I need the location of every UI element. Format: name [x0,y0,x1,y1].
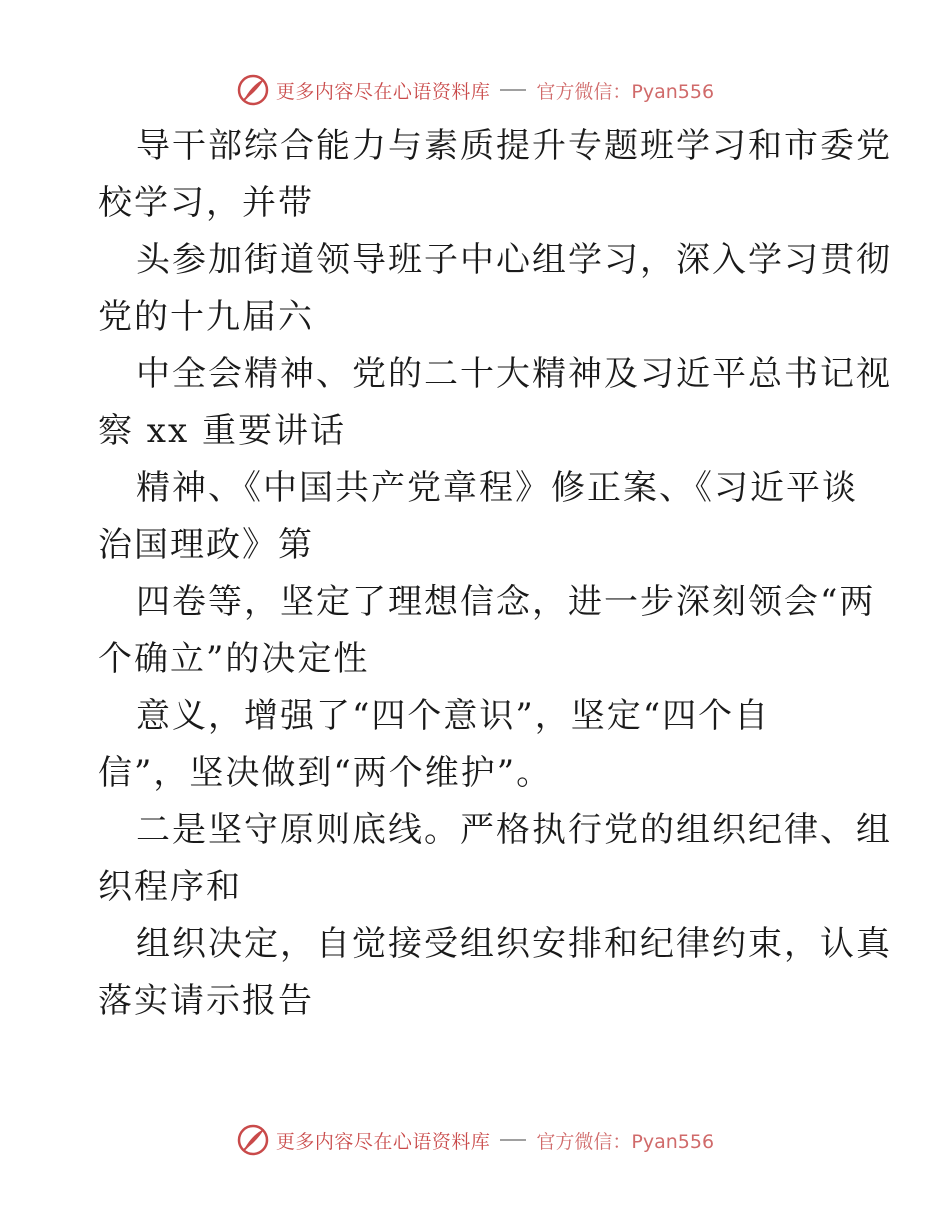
watermark-wechat-text: 官方微信：Pyan556 [536,80,715,103]
body-line-16: 落实请示报告 [98,981,314,1021]
body-line-2: 校学习，并带 [98,183,314,223]
header-watermark [0,70,950,110]
watermark-divider [500,1139,526,1141]
body-line-4: 党的十九届六 [98,297,314,337]
body-line-3: 头参加街道领导班子中心组学习，深入学习贯彻 [136,240,892,280]
body-line-8: 治国理政》第 [98,525,314,565]
body-line-7: 精神、《中国共产党章程》修正案、《习近平谈 [136,468,858,508]
watermark-wechat-text: 官方微信：Pyan556 [536,1130,715,1153]
body-line-12: 信”，坚决做到“两个维护”。 [98,753,553,793]
watermark-brand-text: 更多内容尽在心语资料库 [275,80,491,103]
watermark-brand-text: 更多内容尽在心语资料库 [275,1130,491,1153]
body-line-14: 织程序和 [98,867,242,907]
body-line-10: 个确立”的决定性 [98,639,370,679]
body-line-9: 四卷等，坚定了理想信念，进一步深刻领会“两 [136,582,876,622]
body-line-1: 导干部综合能力与素质提升专题班学习和市委党 [136,126,892,166]
quill-logo-icon [236,73,270,107]
watermark-divider [500,89,526,91]
footer-watermark [0,1120,950,1160]
document-body [98,118,892,1030]
body-line-5: 中全会精神、党的二十大精神及习近平总书记视 [136,354,892,394]
body-line-6: 察 xx 重要讲话 [98,411,346,451]
quill-logo-icon [236,1123,270,1157]
body-line-13: 二是坚守原则底线。严格执行党的组织纪律、组 [136,810,892,850]
body-line-15: 组织决定，自觉接受组织安排和纪律约束，认真 [136,924,892,964]
body-line-11: 意义，增强了“四个意识”，坚定“四个自 [136,696,771,736]
